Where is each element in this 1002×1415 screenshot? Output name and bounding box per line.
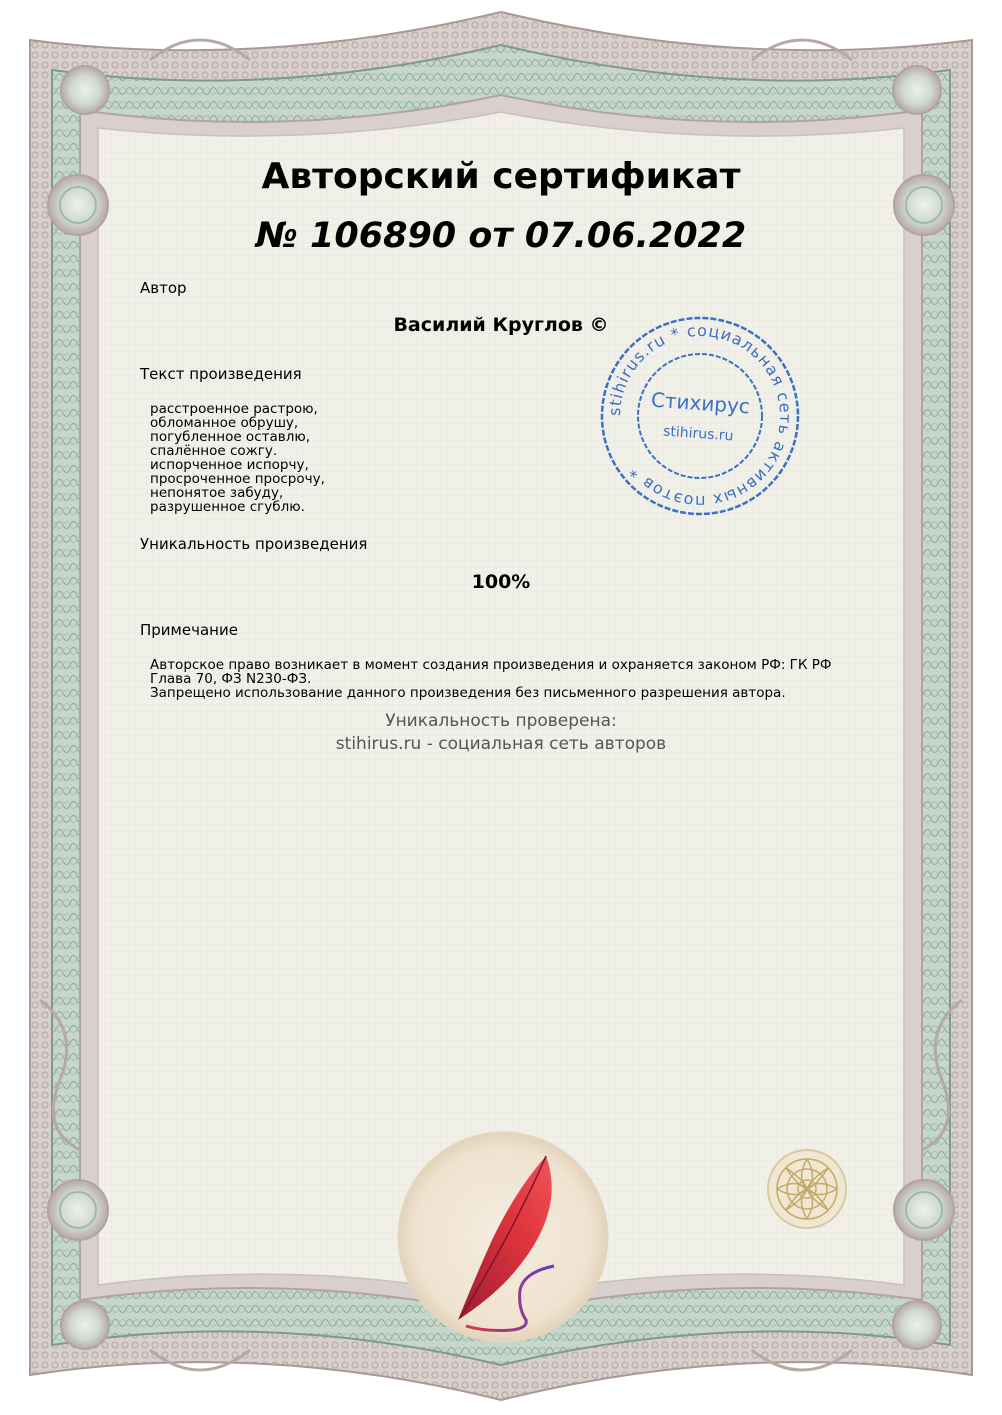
poem-line: расстроенное растрою,: [150, 401, 318, 417]
poem-line: погубленное оставлю,: [150, 429, 310, 445]
verification-line-2: stihirus.ru - социальная сеть авторов: [335, 734, 667, 754]
verification-text: [0, 710, 1002, 756]
stamp-seal-icon: [598, 314, 802, 518]
poem-line: просроченное просрочу,: [150, 471, 325, 487]
certificate-number: № 106890 от 07.06.2022: [255, 216, 747, 256]
poem-line: спалённое сожгу.: [150, 443, 278, 459]
verification-line-1: Уникальность проверена:: [385, 711, 617, 731]
stamp-ring-text: stihirus.ru * социальная сеть активных поэтов *: [604, 320, 796, 512]
certificate-title: Авторский сертификат: [261, 156, 741, 197]
poem-line: испорченное испорчу,: [150, 457, 309, 473]
poem-line: разрушенное сгублю.: [150, 499, 305, 515]
note-text: [150, 658, 850, 700]
svg-text:stihirus.ru * социальная сеть: [605, 321, 795, 511]
uniqueness-label: Уникальность произведения: [140, 535, 368, 553]
stamp-title: Стихирус: [650, 387, 751, 419]
poem-line: обломанное обрушу,: [150, 415, 299, 431]
feather-quill-icon: [396, 1130, 610, 1344]
note-line: Запрещено использование данного произведения без письменного разрешения автора.: [150, 685, 786, 701]
poem-text: [150, 402, 325, 514]
author-name: Василий Круглов ©: [393, 314, 609, 336]
work-label: Текст произведения: [140, 365, 302, 383]
uniqueness-value: 100%: [471, 571, 531, 593]
stamp-url: stihirus.ru: [662, 423, 734, 445]
poem-line: непонятое забуду,: [150, 485, 284, 501]
note-line: Авторское право возникает в момент создания произведения и охраняется законом РФ: ГК РФ Глава 70, ФЗ N230-ФЗ.: [150, 657, 832, 687]
note-label: Примечание: [140, 621, 238, 639]
author-label: Автор: [140, 279, 187, 297]
rosette-seal-icon: [766, 1148, 848, 1230]
